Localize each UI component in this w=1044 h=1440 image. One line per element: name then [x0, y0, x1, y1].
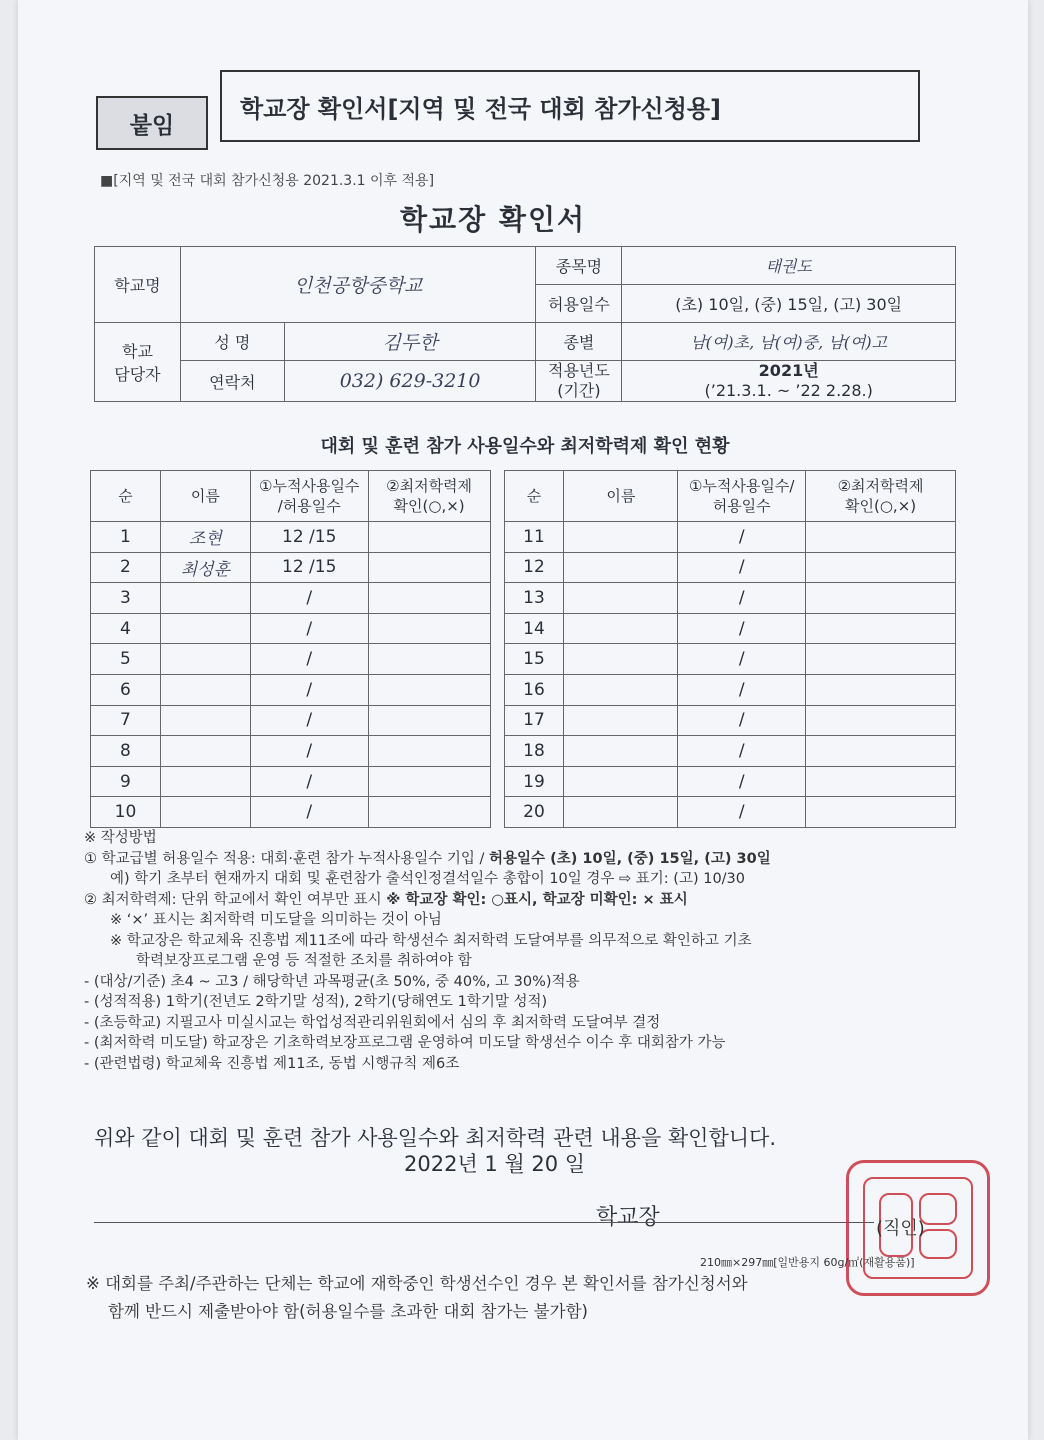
row-days-right: /: [678, 552, 806, 583]
row-no: 4: [91, 613, 161, 644]
row-days: /: [250, 797, 368, 828]
row-days-right: /: [678, 736, 806, 767]
event-label: 종목명: [536, 247, 622, 285]
column-gap: [490, 552, 504, 583]
attachment-label: 붙임: [96, 96, 208, 150]
row-check: [368, 522, 490, 553]
col-no: 순: [91, 471, 161, 522]
note-1: ① 학교급별 허용일수 적용: 대회·훈련 참가 누적사용일수 기입 / 허용일수 (초) 10일, (중) 15일, (고) 30일: [84, 850, 771, 867]
gender-value: 남(여)초, 남(여)중, 남(여)고: [622, 323, 956, 361]
principal-label: 학교장: [596, 1205, 660, 1230]
row-days-right: /: [678, 705, 806, 736]
allowed-days-value: (초) 10일, (중) 15일, (고) 30일: [622, 285, 956, 323]
row-days: /: [250, 766, 368, 797]
row-days: /: [250, 613, 368, 644]
seal-label: (직인): [876, 1218, 925, 1239]
notes-heading: ※ 작성방법: [84, 830, 157, 846]
note-5: ※ 학교장은 학교체육 진흥법 제11조에 따라 학생선수 최저학력 도달여부를 의무적으로 확인하고 기초: [110, 932, 752, 949]
school-value: 인천공항중학교: [180, 247, 536, 323]
document-header: [96, 70, 922, 146]
row-days-right: /: [678, 644, 806, 675]
col-days: ①누적사용일수 /허용일수: [250, 471, 368, 522]
row-days-right: /: [678, 613, 806, 644]
row-check: [368, 552, 490, 583]
table-row: [91, 522, 956, 553]
col-check-right: ②최저학력제 확인(○,×): [806, 471, 956, 522]
row-days-right: /: [678, 797, 806, 828]
row-days: 12 /15: [250, 522, 368, 553]
column-gap: [490, 471, 504, 522]
row-days: 12 /15: [250, 552, 368, 583]
col-no-right: 순: [504, 471, 564, 522]
name-value: 김두한: [284, 323, 536, 361]
row-check: [368, 644, 490, 675]
row-check-right: [806, 613, 956, 644]
row-days: /: [250, 583, 368, 614]
row-check-right: [806, 736, 956, 767]
table-row: [91, 552, 956, 583]
row-check: [368, 613, 490, 644]
allowed-days-label: 허용일수: [536, 285, 622, 323]
note-4: ※ ‘×’ 표시는 최저학력 미도달을 의미하는 것이 아님: [110, 912, 442, 928]
year-label: 적용년도 (기간): [536, 361, 622, 402]
row-no-right: 13: [504, 583, 564, 614]
row-check-right: [806, 644, 956, 675]
row-name: [160, 797, 250, 828]
column-gap: [490, 583, 504, 614]
row-name-right: [564, 583, 678, 614]
row-no: 1: [91, 522, 161, 553]
year-value: 2021년 (’21.3.1. ~ ’22 2.28.): [622, 361, 956, 402]
column-gap: [490, 522, 504, 553]
section-title: 대회 및 훈련 참가 사용일수와 최저학력제 확인 현황: [320, 436, 730, 457]
paper-spec: 210㎜×297㎜[일반용지 60g/㎡(재활용품)]: [700, 1256, 915, 1269]
table-row: [91, 583, 956, 614]
row-no-right: 18: [504, 736, 564, 767]
row-name-right: [564, 613, 678, 644]
footer-line-2: 함께 반드시 제출받아야 함(허용일수를 초과한 대회 참가는 불가함): [108, 1302, 588, 1321]
row-no: 6: [91, 674, 161, 705]
column-gap: [490, 797, 504, 828]
row-name: [160, 583, 250, 614]
event-value: 태권도: [622, 247, 956, 285]
row-check: [368, 766, 490, 797]
row-days: /: [250, 736, 368, 767]
detail-1: - (대상/기준) 초4 ~ 고3 / 해당학년 과목평균(초 50%, 중 40%, 고 30%)적용: [84, 973, 580, 990]
row-days-right: /: [678, 583, 806, 614]
row-name-right: [564, 522, 678, 553]
row-days: /: [250, 644, 368, 675]
note-3: ② 최저학력제: 단위 학교에서 확인 여부만 표시 ※ 학교장 확인: ○표시, 학교장 미확인: × 표시: [84, 891, 688, 908]
row-name: [160, 613, 250, 644]
table-row: [91, 736, 956, 767]
detail-4: - (최저학력 미도달) 학교장은 기초학력보장프로그램 운영하여 미도달 학생선수 이수 후 대회참가 가능: [84, 1035, 726, 1051]
detail-5: - (관련법령) 학교체육 진흥법 제11조, 동법 시행규칙 제6조: [84, 1055, 460, 1072]
row-name: [160, 644, 250, 675]
table-row: [91, 797, 956, 828]
row-days-right: /: [678, 674, 806, 705]
row-no-right: 16: [504, 674, 564, 705]
table-header-row: [91, 471, 956, 522]
row-no-right: 20: [504, 797, 564, 828]
table-row: [91, 613, 956, 644]
column-gap: [490, 736, 504, 767]
row-name: [160, 674, 250, 705]
row-name-right: [564, 644, 678, 675]
row-name-right: [564, 736, 678, 767]
signature-line: [94, 1222, 874, 1223]
row-check-right: [806, 552, 956, 583]
col-check: ②최저학력제 확인(○,×): [368, 471, 490, 522]
row-no: 10: [91, 797, 161, 828]
row-check-right: [806, 522, 956, 553]
note-2: 예) 학기 초부터 현재까지 대회 및 훈련참가 출석인정결석일수 총합이 10일 경우 ⇨ 표기: (고) 10/30: [110, 871, 746, 887]
column-gap: [490, 644, 504, 675]
application-note: ■[지역 및 전국 대회 참가신청용 2021.3.1 이후 적용]: [100, 173, 435, 189]
row-check: [368, 736, 490, 767]
row-no-right: 14: [504, 613, 564, 644]
row-no: 2: [91, 552, 161, 583]
table-row: [91, 674, 956, 705]
row-name-right: [564, 766, 678, 797]
row-no-right: 17: [504, 705, 564, 736]
row-no-right: 12: [504, 552, 564, 583]
contact-label: 연락처: [180, 361, 284, 402]
row-name: 최성훈: [160, 552, 250, 583]
row-no: 7: [91, 705, 161, 736]
table-row: [91, 766, 956, 797]
school-label: 학교명: [95, 247, 181, 323]
row-days-right: /: [678, 522, 806, 553]
row-name: [160, 705, 250, 736]
date-line: 2022년 1 월 20 일: [404, 1152, 586, 1176]
row-check-right: [806, 705, 956, 736]
row-name-right: [564, 705, 678, 736]
table-row: [91, 705, 956, 736]
row-days-right: /: [678, 766, 806, 797]
row-no-right: 11: [504, 522, 564, 553]
col-name-right: 이름: [564, 471, 678, 522]
col-days-right: ①누적사용일수/ 허용일수: [678, 471, 806, 522]
column-gap: [490, 766, 504, 797]
detail-3: - (초등학교) 지필고사 미실시교는 학업성적관리위원회에서 심의 후 최저학력 도달여부 결정: [84, 1014, 661, 1031]
row-name: [160, 766, 250, 797]
footer-line-1: ※ 대회를 주최/주관하는 단체는 학교에 재학중인 학생선수인 경우 본 확인서를 참가신청서와: [86, 1274, 748, 1293]
col-name: 이름: [160, 471, 250, 522]
row-check: [368, 674, 490, 705]
name-label: 성 명: [180, 323, 284, 361]
document-title: 학교장 확인서[지역 및 전국 대회 참가신청용]: [220, 70, 920, 142]
row-name: [160, 736, 250, 767]
row-no: 8: [91, 736, 161, 767]
detail-2: - (성적적용) 1학기(전년도 2학기말 성적), 2학기(당해연도 1학기말 성적): [84, 994, 548, 1010]
row-check-right: [806, 674, 956, 705]
row-name: 조현: [160, 522, 250, 553]
row-no: 3: [91, 583, 161, 614]
row-name-right: [564, 674, 678, 705]
contact-value: 032) 629-3210: [284, 361, 536, 402]
info-table: [94, 246, 956, 402]
confirm-statement: 위와 같이 대회 및 훈련 참가 사용일수와 최저학력 관련 내용을 확인합니다.: [94, 1126, 777, 1150]
footer-note: [86, 1270, 966, 1326]
row-check: [368, 797, 490, 828]
row-no-right: 19: [504, 766, 564, 797]
row-check-right: [806, 766, 956, 797]
row-no: 9: [91, 766, 161, 797]
table-row: [91, 644, 956, 675]
row-no: 5: [91, 644, 161, 675]
row-days: /: [250, 705, 368, 736]
column-gap: [490, 613, 504, 644]
row-check-right: [806, 797, 956, 828]
row-name-right: [564, 797, 678, 828]
row-check: [368, 583, 490, 614]
row-check: [368, 705, 490, 736]
row-name-right: [564, 552, 678, 583]
main-title: 학교장 확인서: [400, 203, 587, 236]
row-no-right: 15: [504, 644, 564, 675]
note-6: 학력보장프로그램 운영 등 적절한 조치를 취하여야 함: [136, 953, 472, 969]
row-check-right: [806, 583, 956, 614]
gender-label: 종별: [536, 323, 622, 361]
instructions: [84, 828, 974, 1074]
manager-label: 학교 담당자: [95, 323, 181, 402]
column-gap: [490, 705, 504, 736]
column-gap: [490, 674, 504, 705]
row-days: /: [250, 674, 368, 705]
usage-table: [90, 470, 956, 828]
